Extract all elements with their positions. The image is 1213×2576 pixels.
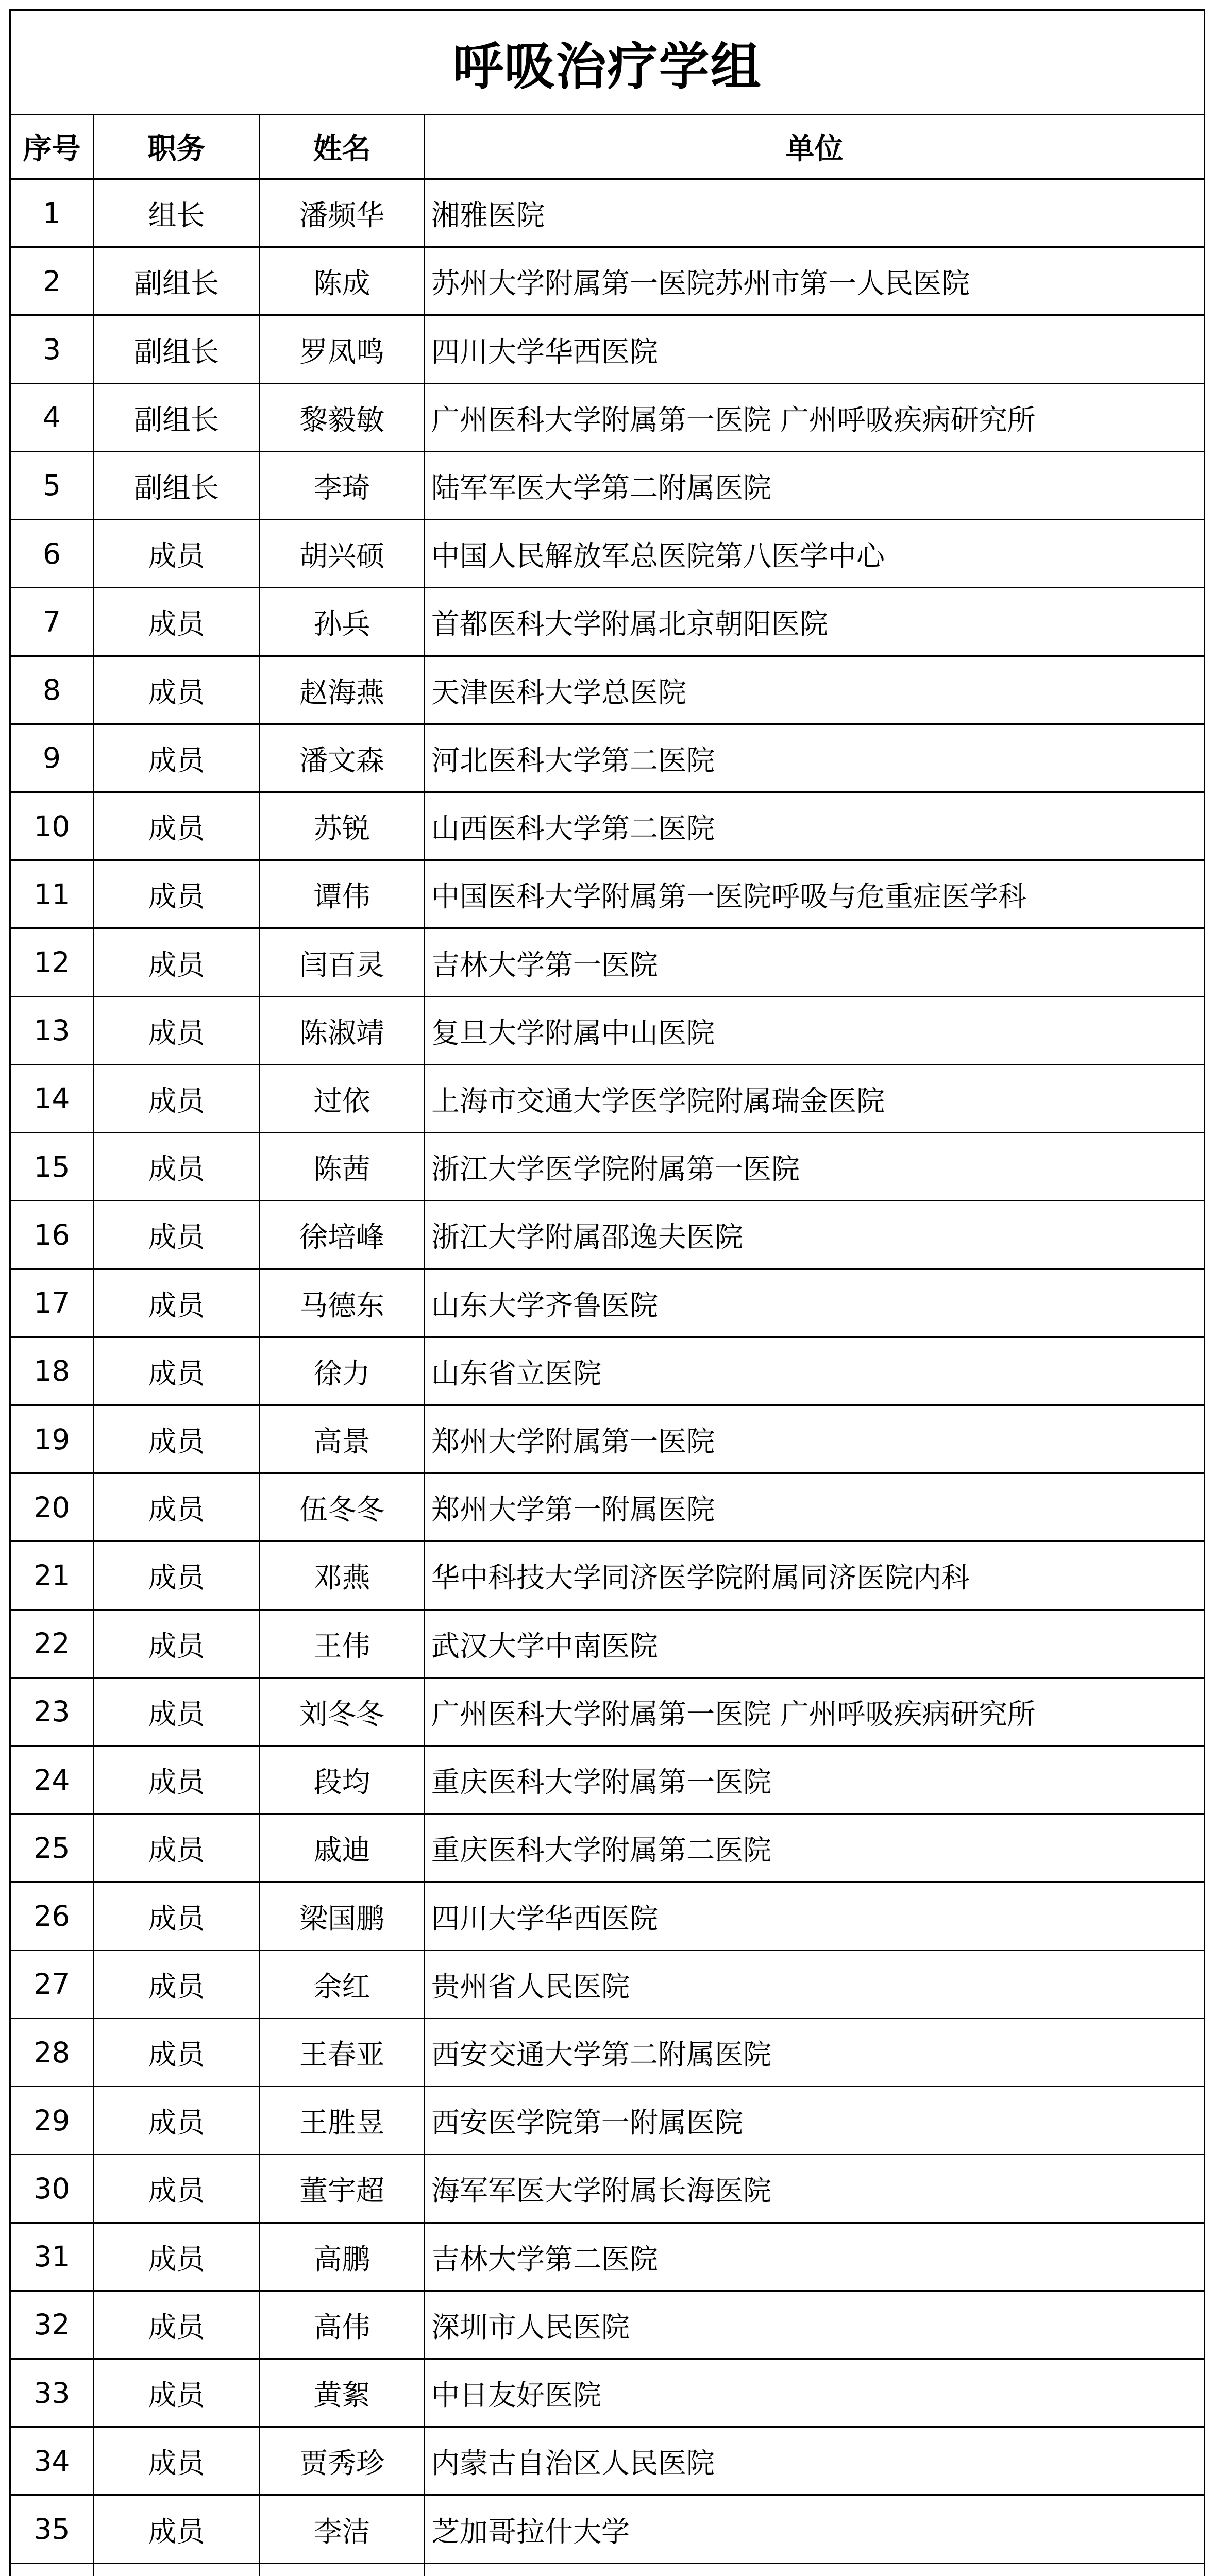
table-title: 呼吸治疗学组 [10,10,1205,115]
cell-name: 董宇超 [260,2155,425,2223]
cell-role: 成员 [94,1950,260,2018]
cell-seq: 35 [10,2495,94,2563]
cell-unit: 浙江大学医学院附属第一医院 [425,1133,1205,1201]
cell-name: 胡兴硕 [260,520,425,588]
cell-role: 成员 [94,928,260,996]
cell-seq: 14 [10,1064,94,1132]
cell-role: 成员 [94,2427,260,2495]
cell-seq: 23 [10,1677,94,1745]
header-name: 姓名 [260,115,425,179]
cell-role: 成员 [94,1814,260,1882]
header-seq: 序号 [10,115,94,179]
cell-name: 王胜昱 [260,2087,425,2155]
cell-unit: 陆军军医大学第二附属医院 [425,451,1205,519]
cell-role: 成员 [94,1882,260,1950]
cell-role: 成员 [94,2291,260,2359]
cell-name: 孙兵 [260,588,425,656]
cell-role: 成员 [94,1269,260,1337]
table-row [10,2427,1205,2495]
cell-unit: 广州医科大学附属第一医院 广州呼吸疾病研究所 [425,383,1205,451]
cell-seq: 1 [10,179,94,247]
table-row [10,928,1205,996]
cell-unit: 中国医科大学附属第一医院呼吸与危重症医学科 [425,860,1205,928]
table-row [10,179,1205,247]
cell-seq: 8 [10,656,94,724]
table-row [10,1473,1205,1541]
cell-unit: 山东省立医院 [425,1337,1205,1405]
cell-seq: 13 [10,996,94,1064]
cell-name: 赵海燕 [260,656,425,724]
cell-unit: 四川大学华西医院 [425,315,1205,383]
cell-seq: 4 [10,383,94,451]
cell-role: 成员 [94,656,260,724]
cell-role: 副组长 [94,383,260,451]
cell-name: 黄絮 [260,2359,425,2427]
table-row [10,656,1205,724]
cell-unit: 海军军医大学附属长海医院 [425,2155,1205,2223]
cell-name: 徐培峰 [260,1201,425,1269]
table-row [10,2359,1205,2427]
cell-seq: 12 [10,928,94,996]
cell-seq: 6 [10,520,94,588]
cell-name: 陈茜 [260,1133,425,1201]
cell-role: 成员 [94,2359,260,2427]
table-row [10,1609,1205,1677]
table-row [10,860,1205,928]
cell-name: 余红 [260,1950,425,2018]
member-table [9,9,1205,2576]
cell-unit: 浙江大学附属邵逸夫医院 [425,1201,1205,1269]
cell-role: 成员 [94,1677,260,1745]
table-body [10,179,1205,2576]
cell-role: 成员 [94,588,260,656]
cell-unit [425,2563,1205,2576]
cell-role: 成员 [94,2018,260,2086]
cell-role: 成员 [94,1746,260,1814]
cell-role: 成员 [94,1473,260,1541]
cell-name: 徐力 [260,1337,425,1405]
cell-unit: 河北医科大学第二医院 [425,724,1205,792]
cell-unit: 重庆医科大学附属第一医院 [425,1746,1205,1814]
cell-seq: 19 [10,1405,94,1473]
table-row [10,1814,1205,1882]
cell-unit: 郑州大学第一附属医院 [425,1473,1205,1541]
cell-role [94,2563,260,2576]
cell-role: 成员 [94,792,260,860]
cell-seq: 34 [10,2427,94,2495]
cell-role: 成员 [94,1609,260,1677]
cell-name: 戚迪 [260,1814,425,1882]
cell-role: 成员 [94,1337,260,1405]
cell-name: 潘频华 [260,179,425,247]
cell-seq: 21 [10,1541,94,1609]
cell-role: 成员 [94,724,260,792]
cell-role: 成员 [94,2087,260,2155]
cell-unit: 四川大学华西医院 [425,1882,1205,1950]
cell-unit: 苏州大学附属第一医院苏州市第一人民医院 [425,247,1205,315]
cell-unit: 芝加哥拉什大学 [425,2495,1205,2563]
title-row [10,10,1205,115]
cell-role: 成员 [94,1133,260,1201]
cell-seq: 26 [10,1882,94,1950]
table-row [10,1133,1205,1201]
cell-role: 组长 [94,179,260,247]
table-row [10,2495,1205,2563]
cell-name: 贾秀珍 [260,2427,425,2495]
cell-unit: 贵州省人民医院 [425,1950,1205,2018]
cell-seq: 5 [10,451,94,519]
cell-role: 成员 [94,2155,260,2223]
cell-seq [10,2563,94,2576]
table-row [10,724,1205,792]
cell-name: 马德东 [260,1269,425,1337]
cell-seq: 25 [10,1814,94,1882]
cell-unit: 西安交通大学第二附属医院 [425,2018,1205,2086]
cell-role: 副组长 [94,247,260,315]
cell-unit: 复旦大学附属中山医院 [425,996,1205,1064]
cell-seq: 7 [10,588,94,656]
cell-seq: 24 [10,1746,94,1814]
table-row [10,1882,1205,1950]
cell-unit: 中国人民解放军总医院第八医学中心 [425,520,1205,588]
cell-unit: 天津医科大学总医院 [425,656,1205,724]
cell-name: 刘冬冬 [260,1677,425,1745]
cell-seq: 16 [10,1201,94,1269]
cell-role: 成员 [94,860,260,928]
cell-name: 陈成 [260,247,425,315]
cell-unit: 湘雅医院 [425,179,1205,247]
header-role: 职务 [94,115,260,179]
table-row [10,1405,1205,1473]
cell-seq: 15 [10,1133,94,1201]
cell-name: 高鹏 [260,2223,425,2291]
table-row [10,2563,1205,2576]
cell-seq: 10 [10,792,94,860]
cell-unit: 内蒙古自治区人民医院 [425,2427,1205,2495]
cell-name: 王伟 [260,1609,425,1677]
table-row [10,588,1205,656]
cell-unit: 山西医科大学第二医院 [425,792,1205,860]
cell-name: 段均 [260,1746,425,1814]
cell-seq: 20 [10,1473,94,1541]
cell-unit: 西安医学院第一附属医院 [425,2087,1205,2155]
cell-unit: 上海市交通大学医学院附属瑞金医院 [425,1064,1205,1132]
cell-unit: 中日友好医院 [425,2359,1205,2427]
cell-seq: 31 [10,2223,94,2291]
table-row [10,1950,1205,2018]
table-row [10,1337,1205,1405]
cell-seq: 2 [10,247,94,315]
table-row [10,247,1205,315]
cell-name: 罗凤鸣 [260,315,425,383]
table-row [10,451,1205,519]
table-row [10,1064,1205,1132]
cell-role: 副组长 [94,315,260,383]
cell-unit: 武汉大学中南医院 [425,1609,1205,1677]
cell-name: 谭伟 [260,860,425,928]
cell-seq: 3 [10,315,94,383]
table-row [10,1201,1205,1269]
cell-seq: 32 [10,2291,94,2359]
table-row [10,2223,1205,2291]
cell-unit: 山东大学齐鲁医院 [425,1269,1205,1337]
header-row [10,115,1205,179]
table-row [10,2291,1205,2359]
cell-unit: 华中科技大学同济医学院附属同济医院内科 [425,1541,1205,1609]
cell-name: 高伟 [260,2291,425,2359]
table-row [10,1677,1205,1745]
table-row [10,520,1205,588]
cell-role: 副组长 [94,451,260,519]
cell-name: 陈淑靖 [260,996,425,1064]
cell-unit: 吉林大学第一医院 [425,928,1205,996]
cell-name: 李洁 [260,2495,425,2563]
cell-name: 黎毅敏 [260,383,425,451]
table-row [10,2087,1205,2155]
cell-name: 高景 [260,1405,425,1473]
table-row [10,1746,1205,1814]
table-row [10,2155,1205,2223]
cell-role: 成员 [94,1405,260,1473]
table-row [10,383,1205,451]
cell-name: 伍冬冬 [260,1473,425,1541]
cell-name [260,2563,425,2576]
cell-seq: 30 [10,2155,94,2223]
cell-role: 成员 [94,996,260,1064]
cell-seq: 28 [10,2018,94,2086]
cell-role: 成员 [94,1541,260,1609]
cell-seq: 33 [10,2359,94,2427]
cell-role: 成员 [94,1201,260,1269]
header-unit: 单位 [425,115,1205,179]
cell-unit: 郑州大学附属第一医院 [425,1405,1205,1473]
table-row [10,792,1205,860]
cell-seq: 22 [10,1609,94,1677]
cell-name: 潘文森 [260,724,425,792]
cell-name: 王春亚 [260,2018,425,2086]
cell-seq: 9 [10,724,94,792]
table-row [10,315,1205,383]
cell-role: 成员 [94,1064,260,1132]
cell-unit: 首都医科大学附属北京朝阳医院 [425,588,1205,656]
table-row [10,996,1205,1064]
cell-name: 梁国鹏 [260,1882,425,1950]
cell-name: 闫百灵 [260,928,425,996]
table-row [10,1269,1205,1337]
cell-seq: 18 [10,1337,94,1405]
cell-unit: 深圳市人民医院 [425,2291,1205,2359]
cell-role: 成员 [94,520,260,588]
cell-unit: 吉林大学第二医院 [425,2223,1205,2291]
cell-name: 李琦 [260,451,425,519]
cell-seq: 29 [10,2087,94,2155]
cell-name: 邓燕 [260,1541,425,1609]
table-row [10,2018,1205,2086]
cell-seq: 27 [10,1950,94,2018]
cell-role: 成员 [94,2495,260,2563]
table-row [10,1541,1205,1609]
cell-unit: 重庆医科大学附属第二医院 [425,1814,1205,1882]
cell-seq: 11 [10,860,94,928]
cell-role: 成员 [94,2223,260,2291]
cell-name: 过依 [260,1064,425,1132]
cell-seq: 17 [10,1269,94,1337]
cell-unit: 广州医科大学附属第一医院 广州呼吸疾病研究所 [425,1677,1205,1745]
cell-name: 苏锐 [260,792,425,860]
